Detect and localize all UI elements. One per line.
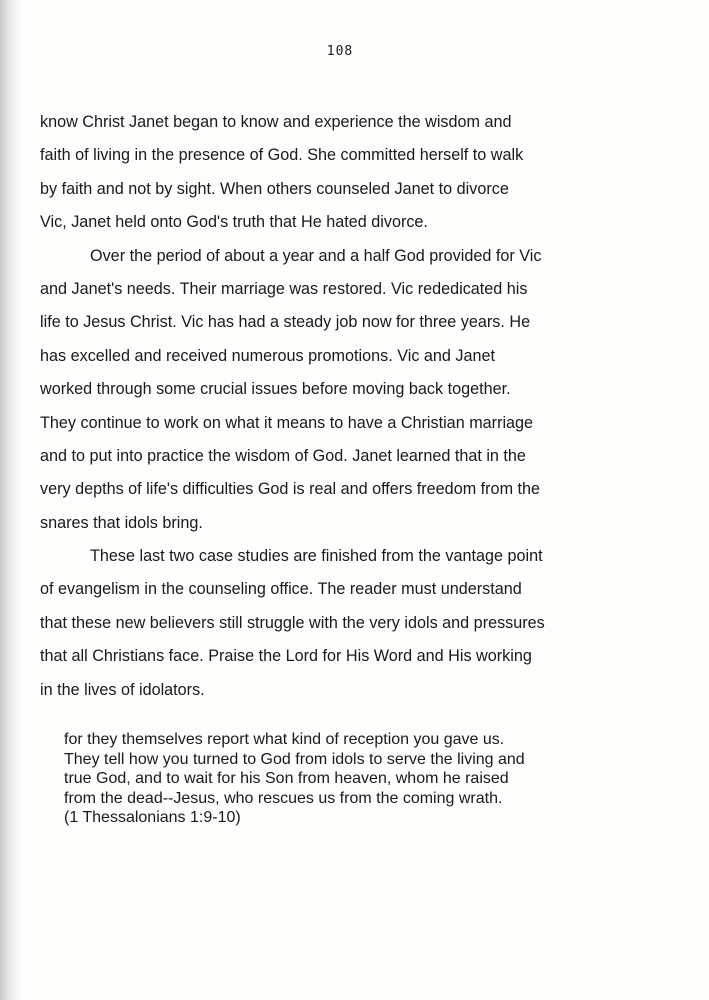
paragraph-1-line-3: by faith and not by sight. When others counseled Janet to divorce (40, 179, 509, 198)
paragraph-2-line-4: has excelled and received numerous promotions. Vic and Janet (40, 346, 496, 365)
paragraph-1-line-1: know Christ Janet began to know and experience the wisdom and (40, 113, 512, 131)
quote-line-3: true God, and to wait for his Son from heaven, whom he raised (64, 770, 509, 788)
paragraph-3-line-4: that all Christians face. Praise the Lord for His Word and His working (40, 647, 532, 666)
paragraph-2-line-2: and Janet's needs. Their marriage was restored. Vic rededicated his (40, 279, 528, 298)
paragraph-2-line-9: snares that idols bring. (40, 513, 203, 532)
paragraph-2-line-5: worked through some crucial issues before moving back together. (40, 380, 511, 399)
paragraph-3-line-1: These last two case studies are finished from the vantage point (90, 547, 543, 566)
paragraph-2-line-3: life to Jesus Christ. Vic has had a steady job now for three years. He (40, 313, 531, 332)
paragraph-3-line-2: of evangelism in the counseling office. The reader must understand (40, 580, 522, 599)
paragraph-2-line-7: and to put into practice the wisdom of God. Janet learned that in the (40, 446, 526, 465)
paragraph-1-line-4: Vic, Janet held onto God's truth that He hated divorce. (40, 213, 428, 232)
page-number: 108 (326, 44, 354, 59)
paragraph-1-line-2: faith of living in the presence of God. She committed herself to walk (40, 146, 524, 165)
paragraph-3-line-5: in the lives of idolators. (40, 680, 205, 699)
quote-citation: (1 Thessalonians 1:9-10) (64, 809, 241, 827)
paragraph-3-line-3: that these new believers still struggle with the very idols and pressures (40, 613, 545, 632)
scripture-block-quote (64, 730, 644, 828)
quote-line-4: from the dead--Jesus, who rescues us from the coming wrath. (64, 789, 503, 807)
scan-edge-shadow (0, 0, 22, 1000)
body-text (40, 106, 650, 707)
paragraph-2-line-6: They continue to work on what it means to have a Christian marriage (40, 413, 534, 432)
quote-line-2: They tell how you turned to God from idols to serve the living and (64, 750, 525, 768)
paragraph-2-line-8: very depths of life's difficulties God is real and offers freedom from the (40, 480, 541, 499)
paragraph-2-line-1: Over the period of about a year and a half God provided for Vic (90, 246, 542, 265)
quote-line-1: for they themselves report what kind of reception you gave us. (64, 731, 505, 748)
